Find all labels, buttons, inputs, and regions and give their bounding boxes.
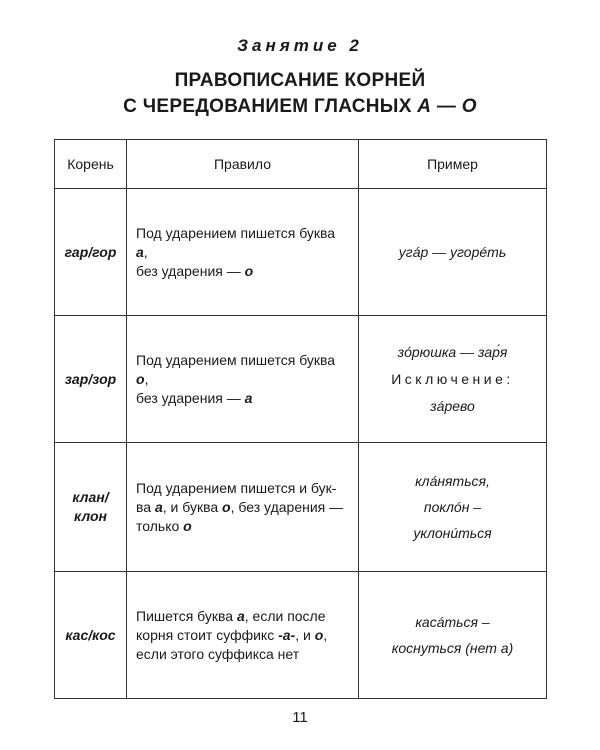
example-cell: [359, 572, 547, 699]
root-cell: клан/клон: [55, 443, 127, 572]
example-cell: [359, 443, 547, 572]
title-line-2-prefix: С ЧЕРЕДОВАНИЕМ ГЛАСНЫХ: [123, 96, 418, 117]
example-line: коснуться (нет а): [391, 639, 514, 656]
exception-label: Исключение:: [391, 370, 514, 387]
rule-cell: Под ударением пишется буква а, без ударения — о: [127, 189, 359, 316]
root-cell: зар/зор: [55, 316, 127, 443]
example-line: касáться –: [415, 613, 490, 630]
root-cell: кас/кос: [55, 572, 127, 699]
rule-cell: Под ударением пишется буква о, без ударения — а: [127, 316, 359, 443]
exception-word: зáрево: [430, 397, 475, 414]
example-line: зóрюшка — зар́я: [397, 343, 508, 360]
example-cell: [359, 316, 547, 443]
table-row: [55, 443, 547, 572]
example-line: уклонúться: [413, 524, 492, 541]
example-cell: [359, 189, 547, 316]
header-rule: Правило: [127, 140, 359, 189]
table-row: [55, 316, 547, 443]
header-example: Пример: [359, 140, 547, 189]
title-line-2: [0, 94, 600, 120]
rules-table: [54, 139, 547, 699]
table-row: [55, 189, 547, 316]
table-row: [55, 572, 547, 699]
page-number: 11: [292, 709, 308, 726]
page-title: [0, 68, 600, 120]
example-line: угáр — угорéть: [398, 243, 507, 260]
root-cell: гар/гор: [55, 189, 127, 316]
example-line: поклóн –: [423, 498, 482, 515]
table-header-row: [55, 140, 547, 189]
example-line: клáняться,: [415, 472, 490, 489]
rule-cell: Под ударением пишется и бук- ва а, и буква о, без ударения — только о: [127, 443, 359, 572]
title-vowels: А — О: [417, 96, 477, 117]
header-root: Корень: [55, 140, 127, 189]
title-line-1: ПРАВОПИСАНИЕ КОРНЕЙ: [174, 70, 426, 91]
rule-cell: Пишется буква а, если после корня стоит суффикс -а-, и о, если этого суффикса нет: [127, 572, 359, 699]
lesson-label: Занятие 2: [237, 36, 363, 55]
